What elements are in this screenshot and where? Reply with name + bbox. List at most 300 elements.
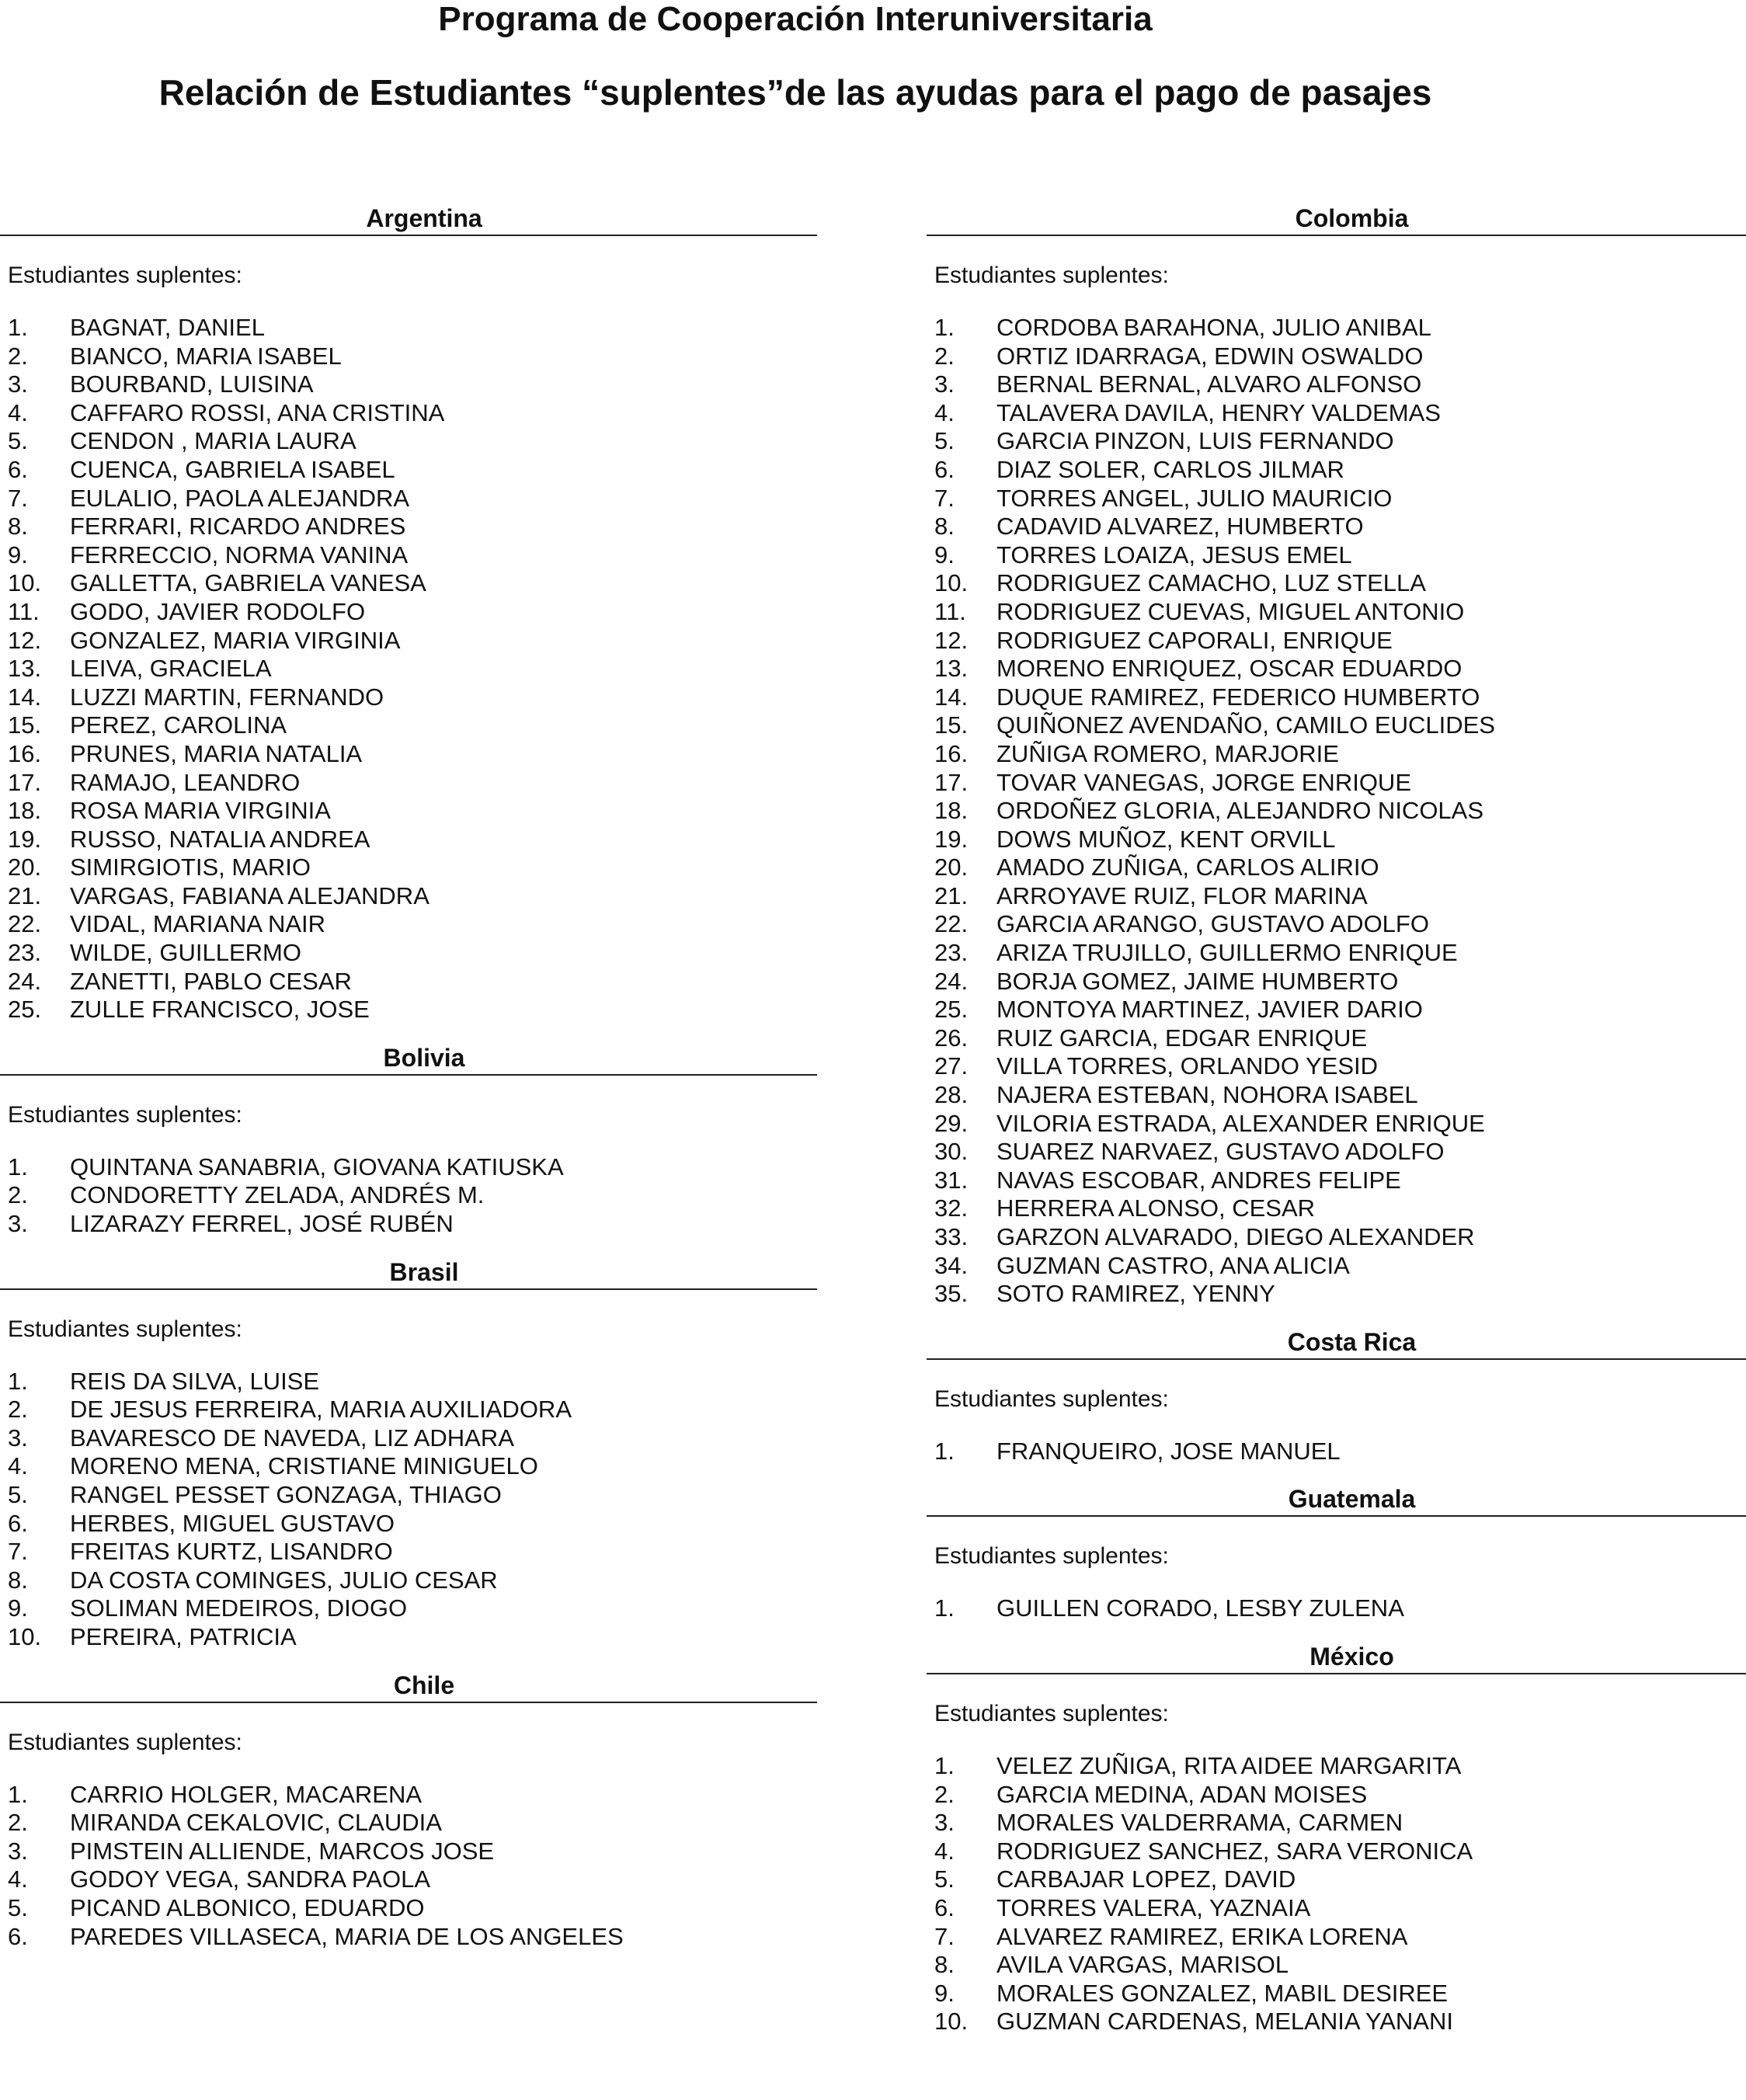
list-item (0, 342, 817, 371)
list-item (927, 1166, 1746, 1195)
list-item (927, 2008, 1746, 2036)
list-item (927, 370, 1746, 399)
item-number: 25. (934, 996, 969, 1024)
list-item (927, 1752, 1746, 1781)
list-item (927, 826, 1746, 854)
student-name: ALVAREZ RAMIREZ, ERIKA LORENA (996, 1922, 1408, 1950)
list-item (0, 1838, 817, 1866)
student-name: CONDORETTY ZELADA, ANDRÉS M. (70, 1181, 485, 1209)
item-number: 2. (934, 1780, 955, 1808)
student-name: DE JESUS FERREIRA, MARIA AUXILIADORA (70, 1396, 572, 1424)
student-name: DUQUE RAMIREZ, FEDERICO HUMBERTO (996, 683, 1480, 711)
item-number: 2. (8, 1809, 28, 1837)
country-section-mexico (927, 1640, 1746, 2036)
student-name: NAJERA ESTEBAN, NOHORA ISABEL (996, 1081, 1418, 1109)
student-name: PICAND ALBONICO, EDUARDO (70, 1893, 425, 1921)
list-item (0, 1538, 817, 1566)
item-number: 26. (934, 1024, 969, 1052)
item-number: 11. (8, 597, 40, 625)
list-item (0, 1781, 817, 1810)
country-heading: Brasil (0, 1256, 817, 1290)
item-number: 3. (8, 1424, 28, 1452)
country-heading: Guatemala (927, 1483, 1746, 1517)
item-number: 27. (934, 1052, 969, 1080)
student-name: BIANCO, MARIA ISABEL (70, 342, 342, 370)
country-section-colombia (927, 202, 1746, 1309)
list-item (927, 541, 1746, 570)
student-name: MORENO ENRIQUEZ, OSCAR EDUARDO (996, 655, 1463, 683)
item-number: 20. (8, 854, 42, 881)
student-name: RODRIGUEZ CAPORALI, ENRIQUE (996, 626, 1393, 654)
country-heading: Costa Rica (927, 1326, 1746, 1360)
student-name: ROSA MARIA VIRGINIA (70, 797, 331, 825)
item-number: 13. (8, 655, 42, 683)
item-number: 18. (8, 797, 42, 825)
list-item (0, 370, 817, 399)
student-name: MONTOYA MARTINEZ, JAVIER DARIO (996, 996, 1423, 1024)
student-name: CORDOBA BARAHONA, JULIO ANIBAL (996, 314, 1431, 341)
list-item (0, 1396, 817, 1424)
student-name: EULALIO, PAOLA ALEJANDRA (70, 484, 410, 512)
student-name: CADAVID ALVAREZ, HUMBERTO (996, 513, 1364, 541)
list-item (927, 1024, 1746, 1053)
student-name: TOVAR VANEGAS, JORGE ENRIQUE (996, 768, 1411, 796)
item-number: 8. (934, 513, 955, 541)
list-item (927, 769, 1746, 798)
student-name: PAREDES VILLASECA, MARIA DE LOS ANGELES (70, 1922, 624, 1950)
student-name: CARRIO HOLGER, MACARENA (70, 1780, 423, 1808)
item-number: 19. (8, 825, 42, 853)
list-item (0, 1452, 817, 1481)
student-name: DIAZ SOLER, CARLOS JILMAR (996, 455, 1344, 483)
student-name: ORTIZ IDARRAGA, EDWIN OSWALDO (996, 342, 1424, 370)
student-name: CARBAJAR LOPEZ, DAVID (996, 1865, 1296, 1893)
list-item (0, 1566, 817, 1595)
student-name: CUENCA, GABRIELA ISABEL (70, 455, 395, 483)
item-number: 32. (934, 1194, 969, 1222)
list-item (0, 1594, 817, 1623)
country-heading: Bolivia (0, 1041, 817, 1076)
list-item (927, 1052, 1746, 1081)
list-item (927, 342, 1746, 371)
item-number: 22. (8, 910, 42, 938)
student-name: PEREIRA, PATRICIA (70, 1622, 297, 1650)
item-number: 12. (8, 626, 42, 654)
item-number: 1. (934, 1437, 955, 1465)
list-item (927, 1223, 1746, 1252)
student-name: GONZALEZ, MARIA VIRGINIA (70, 626, 401, 654)
student-name: GARCIA PINZON, LUIS FERNANDO (996, 427, 1394, 455)
list-item (927, 797, 1746, 826)
item-number: 2. (8, 1396, 28, 1424)
item-number: 7. (8, 484, 28, 512)
country-heading: México (927, 1640, 1746, 1674)
student-name: FERRARI, RICARDO ANDRES (70, 513, 406, 541)
list-item (927, 627, 1746, 655)
student-name: BAGNAT, DANIEL (70, 314, 265, 341)
item-number: 6. (8, 1922, 28, 1950)
item-number: 24. (934, 967, 969, 995)
student-name: PIMSTEIN ALLIENDE, MARCOS JOSE (70, 1837, 495, 1865)
list-item (927, 1923, 1746, 1952)
item-number: 9. (934, 541, 955, 568)
item-number: 22. (934, 910, 969, 938)
student-name: QUIÑONEZ AVENDAÑO, CAMILO EUCLIDES (996, 711, 1495, 739)
student-name: GARZON ALVARADO, DIEGO ALEXANDER (996, 1223, 1475, 1250)
item-number: 1. (8, 314, 28, 341)
student-list (927, 1752, 1746, 2036)
country-section-bolivia (0, 1041, 817, 1239)
student-name: ARROYAVE RUIZ, FLOR MARINA (996, 881, 1368, 909)
student-name: MORALES VALDERRAMA, CARMEN (996, 1809, 1403, 1837)
student-name: HERBES, MIGUEL GUSTAVO (70, 1509, 395, 1537)
list-item (927, 968, 1746, 996)
item-number: 35. (934, 1280, 969, 1308)
item-number: 9. (8, 541, 28, 568)
student-name: GUZMAN CASTRO, ANA ALICIA (996, 1251, 1350, 1279)
list-item (0, 1153, 817, 1182)
list-item (0, 1894, 817, 1923)
list-item (0, 711, 817, 740)
student-name: BAVARESCO DE NAVEDA, LIZ ADHARA (70, 1424, 514, 1452)
student-list (0, 1368, 817, 1652)
item-number: 8. (8, 1566, 28, 1594)
student-name: AMADO ZUÑIGA, CARLOS ALIRIO (996, 854, 1379, 881)
student-name: ORDOÑEZ GLORIA, ALEJANDRO NICOLAS (996, 797, 1484, 825)
list-item (0, 541, 817, 570)
student-name: MIRANDA CEKALOVIC, CLAUDIA (70, 1809, 442, 1837)
student-name: LEIVA, GRACIELA (70, 655, 272, 683)
item-number: 3. (8, 370, 28, 398)
list-item (0, 1809, 817, 1838)
student-name: VARGAS, FABIANA ALEJANDRA (70, 881, 430, 909)
item-number: 2. (8, 1181, 28, 1209)
list-item (0, 427, 817, 456)
list-item (0, 598, 817, 627)
student-name: MORENO MENA, CRISTIANE MINIGUELO (70, 1452, 538, 1480)
list-item (927, 1110, 1746, 1139)
item-number: 24. (8, 967, 42, 995)
student-list (927, 1594, 1746, 1623)
country-heading: Colombia (927, 202, 1746, 236)
item-number: 5. (8, 1481, 28, 1508)
item-number: 4. (8, 1865, 28, 1893)
student-name: TALAVERA DAVILA, HENRY VALDEMAS (996, 398, 1441, 426)
student-name: DOWS MUÑOZ, KENT ORVILL (996, 825, 1336, 853)
student-name: RUSSO, NATALIA ANDREA (70, 825, 370, 853)
list-item (927, 996, 1746, 1024)
list-item (927, 569, 1746, 598)
list-item (0, 939, 817, 968)
item-number: 18. (934, 797, 969, 825)
list-item (0, 1424, 817, 1453)
item-number: 3. (934, 370, 955, 398)
item-number: 1. (8, 1367, 28, 1395)
item-number: 19. (934, 825, 969, 853)
item-number: 1. (934, 1751, 955, 1779)
student-list (0, 314, 817, 1024)
list-item (927, 399, 1746, 428)
country-heading: Argentina (0, 202, 817, 236)
student-name: RANGEL PESSET GONZAGA, THIAGO (70, 1481, 502, 1508)
student-name: MORALES GONZALEZ, MABIL DESIREE (996, 1979, 1449, 2007)
student-name: GARCIA ARANGO, GUSTAVO ADOLFO (996, 910, 1429, 938)
list-item (0, 1481, 817, 1510)
country-heading: Chile (0, 1669, 817, 1703)
list-item (0, 399, 817, 428)
list-item (927, 1081, 1746, 1110)
list-item (927, 910, 1746, 939)
student-name: DA COSTA COMINGES, JULIO CESAR (70, 1566, 498, 1594)
list-item (927, 854, 1746, 882)
list-item (927, 1951, 1746, 1980)
item-number: 1. (934, 314, 955, 341)
item-number: 12. (934, 626, 969, 654)
item-number: 4. (934, 1837, 955, 1865)
item-number: 8. (934, 1951, 955, 1979)
subsection-label: Estudiantes suplentes: (8, 262, 242, 288)
list-item (0, 882, 817, 911)
student-name: PEREZ, CAROLINA (70, 711, 287, 739)
country-section-guatemala (927, 1483, 1746, 1623)
student-name: TORRES LOAIZA, JESUS EMEL (996, 541, 1352, 568)
student-name: TORRES VALERA, YAZNAIA (996, 1893, 1311, 1921)
student-name: SOTO RAMIREZ, YENNY (996, 1280, 1275, 1308)
item-number: 33. (934, 1223, 969, 1250)
item-number: 3. (934, 1809, 955, 1837)
document-subtitle: Relación de Estudiantes “suplentes”de las ayudas para el pago de pasajes (158, 72, 1432, 113)
student-name: REIS DA SILVA, LUISE (70, 1367, 320, 1395)
item-number: 21. (934, 881, 969, 909)
list-item (0, 968, 817, 996)
item-number: 14. (934, 683, 969, 711)
right-column (927, 202, 1746, 2053)
item-number: 10. (934, 2008, 969, 2036)
item-number: 10. (8, 1622, 42, 1650)
item-number: 23. (934, 939, 969, 967)
item-number: 17. (934, 768, 969, 796)
item-number: 11. (934, 597, 966, 625)
item-number: 6. (8, 455, 28, 483)
student-name: WILDE, GUILLERMO (70, 939, 301, 967)
student-name: RUIZ GARCIA, EDGAR ENRIQUE (996, 1024, 1368, 1052)
student-name: ZANETTI, PABLO CESAR (70, 967, 352, 995)
list-item (927, 1252, 1746, 1281)
list-item (0, 569, 817, 598)
list-item (0, 769, 817, 798)
student-name: AVILA VARGAS, MARISOL (996, 1951, 1289, 1979)
student-name: RODRIGUEZ SANCHEZ, SARA VERONICA (996, 1837, 1473, 1865)
item-number: 1. (8, 1153, 28, 1180)
list-item (0, 740, 817, 769)
student-name: RODRIGUEZ CUEVAS, MIGUEL ANTONIO (996, 597, 1465, 625)
list-item (927, 456, 1746, 485)
list-item (927, 939, 1746, 968)
list-item (927, 314, 1746, 342)
student-name: CAFFARO ROSSI, ANA CRISTINA (70, 398, 445, 426)
list-item (927, 655, 1746, 683)
item-number: 6. (8, 1509, 28, 1537)
list-item (927, 740, 1746, 769)
list-item (927, 711, 1746, 740)
student-name: TORRES ANGEL, JULIO MAURICIO (996, 484, 1393, 512)
list-item (0, 456, 817, 485)
student-name: HERRERA ALONSO, CESAR (996, 1194, 1316, 1222)
student-name: LUZZI MARTIN, FERNANDO (70, 683, 384, 711)
list-item (927, 1809, 1746, 1838)
item-number: 8. (8, 513, 28, 541)
student-name: SUAREZ NARVAEZ, GUSTAVO ADOLFO (996, 1138, 1445, 1166)
item-number: 16. (934, 739, 969, 767)
list-item (0, 910, 817, 939)
list-item (0, 996, 817, 1024)
student-name: CENDON , MARIA LAURA (70, 427, 357, 455)
student-name: BORJA GOMEZ, JAIME HUMBERTO (996, 967, 1399, 995)
item-number: 5. (934, 427, 955, 455)
list-item (0, 1923, 817, 1952)
item-number: 20. (934, 854, 969, 881)
student-name: RODRIGUEZ CAMACHO, LUZ STELLA (996, 569, 1426, 597)
list-item (927, 513, 1746, 541)
list-item (927, 1865, 1746, 1894)
student-name: VIDAL, MARIANA NAIR (70, 910, 326, 938)
item-number: 25. (8, 996, 42, 1024)
item-number: 7. (934, 1922, 955, 1950)
student-name: BOURBAND, LUISINA (70, 370, 314, 398)
item-number: 5. (8, 1893, 28, 1921)
student-name: QUINTANA SANABRIA, GIOVANA KATIUSKA (70, 1153, 564, 1180)
student-name: FERRECCIO, NORMA VANINA (70, 541, 409, 568)
student-name: VILORIA ESTRADA, ALEXANDER ENRIQUE (996, 1109, 1485, 1137)
list-item (927, 1781, 1746, 1810)
item-number: 5. (8, 427, 28, 455)
student-name: GUILLEN CORADO, LESBY ZULENA (996, 1594, 1404, 1622)
item-number: 14. (8, 683, 42, 711)
student-name: VILLA TORRES, ORLANDO YESID (996, 1052, 1379, 1080)
item-number: 4. (934, 398, 955, 426)
list-item (0, 1623, 817, 1652)
item-number: 4. (8, 398, 28, 426)
list-item (0, 627, 817, 655)
item-number: 2. (934, 342, 955, 370)
subsection-label: Estudiantes suplentes: (8, 1101, 242, 1128)
subsection-label: Estudiantes suplentes: (8, 1316, 242, 1342)
item-number: 15. (934, 711, 969, 739)
list-item (0, 854, 817, 882)
list-item (0, 1510, 817, 1538)
item-number: 31. (934, 1166, 969, 1194)
student-name: RAMAJO, LEANDRO (70, 768, 301, 796)
item-number: 30. (934, 1138, 969, 1166)
subsection-label: Estudiantes suplentes: (934, 262, 1169, 288)
item-number: 6. (934, 455, 955, 483)
student-name: ZULLE FRANCISCO, JOSE (70, 996, 370, 1024)
list-item (0, 485, 817, 513)
student-name: NAVAS ESCOBAR, ANDRES FELIPE (996, 1166, 1401, 1194)
list-item (927, 882, 1746, 911)
item-number: 34. (934, 1251, 969, 1279)
subsection-label: Estudiantes suplentes: (934, 1543, 1169, 1570)
item-number: 3. (8, 1210, 28, 1238)
item-number: 7. (8, 1538, 28, 1566)
item-number: 9. (934, 1979, 955, 2007)
item-number: 5. (934, 1865, 955, 1893)
item-number: 6. (934, 1893, 955, 1921)
student-name: LIZARAZY FERREL, JOSÉ RUBÉN (70, 1210, 454, 1238)
list-item (0, 655, 817, 683)
left-column (0, 202, 817, 1968)
student-name: ZUÑIGA ROMERO, MARJORIE (996, 739, 1339, 767)
list-item (927, 598, 1746, 627)
student-name: SOLIMAN MEDEIROS, DIOGO (70, 1594, 408, 1622)
list-item (927, 1838, 1746, 1866)
student-name: PRUNES, MARIA NATALIA (70, 739, 363, 767)
item-number: 4. (8, 1452, 28, 1480)
list-item (927, 1980, 1746, 2008)
student-list (927, 314, 1746, 1309)
country-section-costa-rica (927, 1326, 1746, 1466)
subsection-label: Estudiantes suplentes: (934, 1386, 1169, 1412)
list-item (0, 683, 817, 712)
item-number: 10. (934, 569, 969, 597)
student-name: GODO, JAVIER RODOLFO (70, 597, 366, 625)
student-name: GARCIA MEDINA, ADAN MOISES (996, 1780, 1368, 1808)
student-name: GALLETTA, GABRIELA VANESA (70, 569, 426, 597)
list-item (0, 1865, 817, 1894)
item-number: 3. (8, 1837, 28, 1865)
student-list (927, 1438, 1746, 1466)
list-item (0, 1368, 817, 1396)
student-name: FRANQUEIRO, JOSE MANUEL (996, 1437, 1341, 1465)
country-section-argentina (0, 202, 817, 1024)
student-list (0, 1781, 817, 1952)
list-item (927, 683, 1746, 712)
item-number: 10. (8, 569, 42, 597)
item-number: 1. (934, 1594, 955, 1622)
student-name: ARIZA TRUJILLO, GUILLERMO ENRIQUE (996, 939, 1458, 967)
item-number: 15. (8, 711, 42, 739)
student-name: GODOY VEGA, SANDRA PAOLA (70, 1865, 431, 1893)
student-list (0, 1153, 817, 1239)
item-number: 7. (934, 484, 955, 512)
item-number: 17. (8, 768, 42, 796)
item-number: 9. (8, 1594, 28, 1622)
list-item (0, 513, 817, 541)
list-item (927, 1438, 1746, 1466)
item-number: 13. (934, 655, 969, 683)
list-item (0, 1210, 817, 1239)
list-item (927, 1280, 1746, 1309)
student-name: SIMIRGIOTIS, MARIO (70, 854, 311, 881)
student-name: BERNAL BERNAL, ALVARO ALFONSO (996, 370, 1422, 398)
item-number: 29. (934, 1109, 969, 1137)
student-name: FREITAS KURTZ, LISANDRO (70, 1538, 393, 1566)
list-item (927, 485, 1746, 513)
list-item (0, 797, 817, 826)
item-number: 23. (8, 939, 42, 967)
subsection-label: Estudiantes suplentes: (934, 1700, 1169, 1726)
list-item (927, 427, 1746, 456)
country-section-chile (0, 1669, 817, 1952)
list-item (0, 826, 817, 854)
student-name: GUZMAN CARDENAS, MELANIA YANANI (996, 2008, 1453, 2036)
item-number: 21. (8, 881, 42, 909)
item-number: 28. (934, 1081, 969, 1109)
list-item (0, 314, 817, 342)
document-title: Programa de Cooperación Interuniversitaria (438, 0, 1153, 38)
list-item (927, 1894, 1746, 1923)
subsection-label: Estudiantes suplentes: (8, 1729, 242, 1755)
